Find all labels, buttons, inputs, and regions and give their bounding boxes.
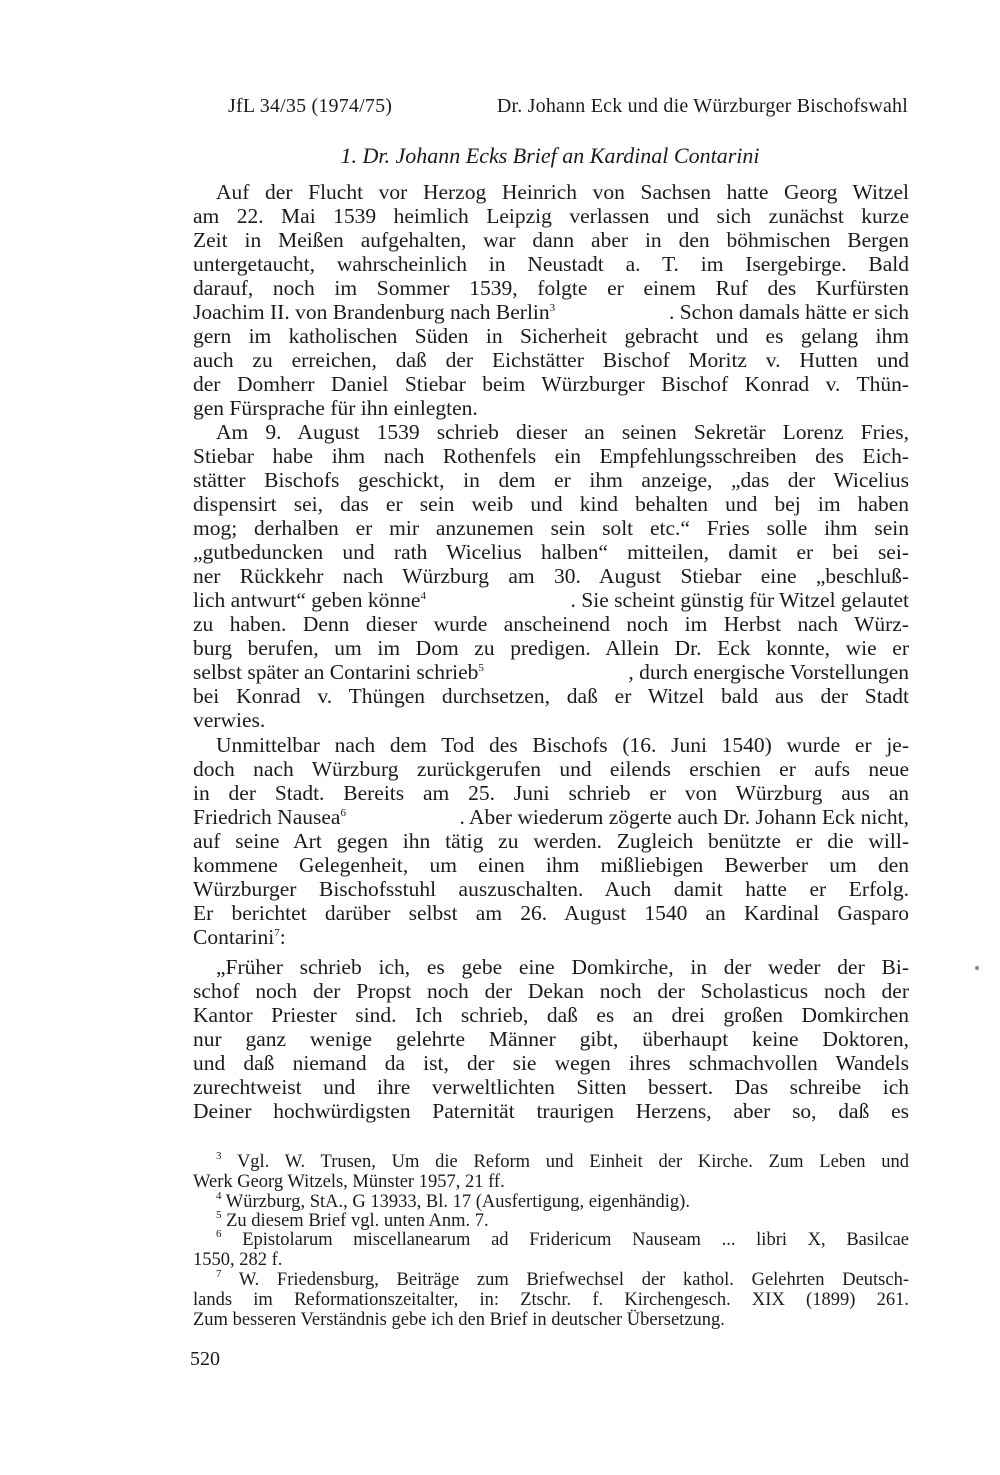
text-line: am 22. Mai 1539 heimlich Leipzig verlassen und sich zunächst kurze xyxy=(193,204,909,228)
footnote-number: 5 xyxy=(216,1209,222,1221)
text-line: mog; derhalben er mir anzunemen sein solt etc.“ Fries solle ihm sein xyxy=(193,516,909,540)
text-fragment: . Aber wiederum zögerte auch Dr. Johann Eck nicht, xyxy=(459,805,909,829)
text-line: Deiner hochwürdigsten Paternität traurigen Herzens, aber so, daß es xyxy=(193,1099,909,1123)
text-line: „gutbeduncken und rath Wicelius halben“ mitteilen, damit er bei sei- xyxy=(193,540,909,564)
footnote-number: 4 xyxy=(216,1190,222,1202)
text-line xyxy=(193,660,909,685)
footnote-3-cont: Werk Georg Witzels, Münster 1957, 21 ff. xyxy=(193,1172,505,1192)
running-title: Dr. Johann Eck und die Würzburger Bischofswahl xyxy=(496,95,908,117)
text-line: schof noch der Propst noch der Dekan noch der Scholasticus noch der xyxy=(193,979,909,1003)
text-line: stätter Bischofs geschickt, in dem er ihm anzeige, „das der Wicelius xyxy=(193,468,909,492)
footnote-6 xyxy=(216,1230,909,1251)
running-header xyxy=(228,95,908,118)
text-fragment: selbst später an Contarini schrieb xyxy=(193,660,479,684)
section-heading: 1. Dr. Johann Ecks Brief an Kardinal Contarini xyxy=(340,143,760,168)
footnote-7 xyxy=(216,1270,909,1291)
footnote-text: Vgl. W. Trusen, Um die Reform und Einheit der Kirche. Zum Leben und xyxy=(236,1152,910,1172)
text-line: bei Konrad v. Thüngen durchsetzen, daß er Witzel bald aus der Stadt xyxy=(193,684,909,708)
footnote-7-cont: lands im Reformationszeitalter, in: Ztschr. f. Kirchengesch. XIX (1899) 261. xyxy=(193,1290,909,1310)
text-line: in der Stadt. Bereits am 25. Juni schrieb er von Würzburg aus an xyxy=(193,781,909,805)
footnote-text: Epistolarum miscellanearum ad Fridericum Nauseam ... libri X, Basilcae xyxy=(242,1230,910,1250)
text-fragment: Contarini xyxy=(193,925,275,949)
text-line: Auf der Flucht vor Herzog Heinrich von Sachsen hatte Georg Witzel xyxy=(216,180,909,204)
text-fragment: Friedrich Nausea xyxy=(193,805,341,829)
footnote-text: Würzburg, StA., G 13933, Bl. 17 (Ausfertigung, eigenhändig). xyxy=(225,1192,690,1212)
text-line: Unmittelbar nach dem Tod des Bischofs (16. Juni 1540) wurde er je- xyxy=(216,733,909,757)
footnote-ref-7[interactable]: 7 xyxy=(274,927,280,939)
text-line xyxy=(193,805,909,830)
text-line: doch nach Würzburg zurückgerufen und eilends erschien er aufs neue xyxy=(193,757,909,781)
text-line: burg berufen, um im Dom zu predigen. Allein Dr. Eck konnte, wie er xyxy=(193,636,909,660)
text-line: der Domherr Daniel Stiebar beim Würzburger Bischof Konrad v. Thün- xyxy=(193,372,909,396)
text-line: gern im katholischen Süden in Sicherheit gebracht und es gelang ihm xyxy=(193,324,909,348)
text-line: Am 9. August 1539 schrieb dieser an seinen Sekretär Lorenz Fries, xyxy=(216,420,909,444)
text-line: zurechtweist und ihre verweltlichten Sitten bessert. Das schreibe ich xyxy=(193,1075,909,1099)
journal-citation: JfL 34/35 (1974/75) xyxy=(228,95,393,117)
footnote-text: Zu diesem Brief vgl. unten Anm. 7. xyxy=(226,1211,489,1231)
footnote-5 xyxy=(216,1211,489,1232)
footnote-ref-3[interactable]: 3 xyxy=(549,302,556,314)
text-line: gen Fürsprache für ihn einlegten. xyxy=(193,396,478,420)
footnote-number: 7 xyxy=(216,1268,222,1280)
text-fragment: . Sie scheint günstig für Witzel gelautet xyxy=(570,588,909,612)
text-line: ner Rückkehr nach Würzburg am 30. August Stiebar eine „beschluß- xyxy=(193,564,909,588)
text-line: Stiebar habe ihm nach Rothenfels ein Empfehlungsschreiben des Eich- xyxy=(193,444,909,468)
text-fragment: lich antwurt“ geben könne xyxy=(193,588,421,612)
page-number: 520 xyxy=(190,1348,220,1370)
text-line: dispensirt sei, das er sein weib und kind behalten und bej im haben xyxy=(193,492,909,516)
footnote-number: 3 xyxy=(216,1150,222,1162)
text-fragment: . Schon damals hätte er sich xyxy=(668,300,909,324)
footnote-ref-4[interactable]: 4 xyxy=(420,590,426,602)
footnote-7-cont: Zum besseren Verständnis gebe ich den Brief in deutscher Übersetzung. xyxy=(193,1310,725,1330)
text-line: Zeit in Meißen aufgehalten, war dann aber in den böhmischen Bergen xyxy=(193,228,909,252)
footnote-3 xyxy=(216,1152,909,1173)
text-line: Würzburger Bischofsstuhl auszuschalten. Auch damit hatte er Erfolg. xyxy=(193,877,909,901)
text-fragment: , durch energische Vorstellungen xyxy=(628,660,909,684)
text-line: und daß niemand da ist, der sie wegen ihres schmachvollen Wandels xyxy=(193,1051,909,1075)
text-line xyxy=(193,588,909,613)
footnote-4 xyxy=(216,1192,690,1213)
text-line: Kantor Priester sind. Ich schrieb, daß es an drei großen Domkirchen xyxy=(193,1003,909,1027)
text-fragment: Joachim II. von Brandenburg nach Berlin xyxy=(193,300,550,324)
text-line xyxy=(193,300,909,325)
text-line: darauf, noch im Sommer 1539, folgte er einem Ruf des Kurfürsten xyxy=(193,276,909,300)
footnote-6-cont: 1550, 282 f. xyxy=(193,1250,283,1270)
text-line: auch zu erreichen, daß der Eichstätter Bischof Moritz v. Hutten und xyxy=(193,348,909,372)
page-speck xyxy=(975,966,979,970)
text-line xyxy=(193,925,286,950)
text-line: „Früher schrieb ich, es gebe eine Domkirche, in der weder der Bi- xyxy=(216,955,909,979)
text-line: kommene Gelegenheit, um einen ihm mißliebigen Bewerber um den xyxy=(193,853,909,877)
footnote-text: W. Friedensburg, Beiträge zum Briefwechsel der kathol. Gelehrten Deutsch- xyxy=(238,1270,909,1290)
footnote-number: 6 xyxy=(216,1228,222,1240)
text-line: nur ganz wenige gelehrte Männer gibt, überhaupt keine Doktoren, xyxy=(193,1027,909,1051)
text-line: verwies. xyxy=(193,708,266,732)
text-line: auf seine Art gegen ihn tätig zu werden. Zugleich benützte er die will- xyxy=(193,829,909,853)
text-line: untergetaucht, wahrscheinlich in Neustadt a. T. im Isergebirge. Bald xyxy=(193,252,909,276)
text-fragment: : xyxy=(279,925,286,949)
text-line: Er berichtet darüber selbst am 26. August 1540 an Kardinal Gasparo xyxy=(193,901,909,925)
text-line: zu haben. Denn dieser wurde anscheinend noch im Herbst nach Würz- xyxy=(193,612,909,636)
footnote-ref-5[interactable]: 5 xyxy=(478,662,484,674)
footnote-ref-6[interactable]: 6 xyxy=(340,807,346,819)
